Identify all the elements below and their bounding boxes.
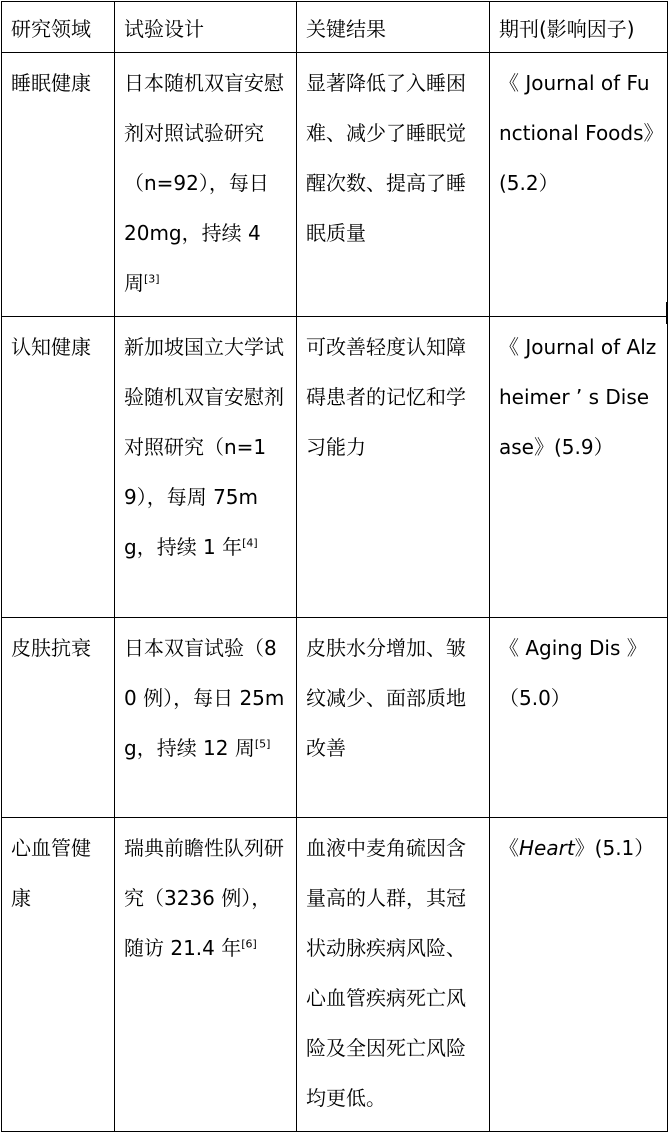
cell-journal: 《 Journal of Alzheimer ’ s Disease》(5.9） [490,317,668,618]
cell-design [115,317,297,618]
table-row [2,317,668,618]
design-text: 日本随机双盲安慰剂对照试验研究（n=92），每日 20mg，持续 4 周 [124,71,284,295]
cell-field: 认知健康 [2,317,115,618]
cell-design [115,818,297,1132]
journal-prefix: 《 [499,836,519,860]
reference-mark: [4] [242,536,258,550]
table-row [2,53,668,317]
cell-field: 睡眠健康 [2,53,115,317]
table-header-row [2,2,668,53]
text-cursor-mark [666,302,668,324]
journal-suffix: 》(5.1） [574,836,655,860]
cell-results: 显著降低了入睡困难、减少了睡眠觉醒次数、提高了睡眠质量 [297,53,490,317]
table-row [2,818,668,1132]
header-design: 试验设计 [115,2,297,53]
cell-field: 心血管健康 [2,818,115,1132]
cell-design [115,618,297,818]
design-text: 日本双盲试验（80 例），每日 25mg，持续 12 周 [124,636,285,760]
reference-mark: [3] [144,272,160,286]
design-text: 新加坡国立大学试验随机双盲安慰剂对照研究（n=19），每周 75mg，持续 1 年 [124,335,284,559]
cell-journal: 《 Aging Dis 》（5.0） [490,618,668,818]
cell-results: 可改善轻度认知障碍患者的记忆和学习能力 [297,317,490,618]
reference-mark: [6] [241,937,257,951]
journal-title: Heart [519,836,575,860]
design-text: 瑞典前瞻性队列研究（3236 例），随访 21.4 年 [124,836,284,960]
header-results: 关键结果 [297,2,490,53]
cell-design [115,53,297,317]
header-field: 研究领域 [2,2,115,53]
research-table [1,1,668,1132]
cell-field: 皮肤抗衰 [2,618,115,818]
reference-mark: [5] [254,737,271,751]
cell-results: 皮肤水分增加、皱纹减少、面部质地改善 [297,618,490,818]
cell-journal [490,818,668,1132]
cell-journal: 《 Journal of Functional Foods》(5.2） [490,53,668,317]
cell-results: 血液中麦角硫因含量高的人群，其冠状动脉疾病风险、心血管疾病死亡风险及全因死亡风险均更低。 [297,818,490,1132]
table-row [2,618,668,818]
header-journal: 期刊(影响因子) [490,2,668,53]
